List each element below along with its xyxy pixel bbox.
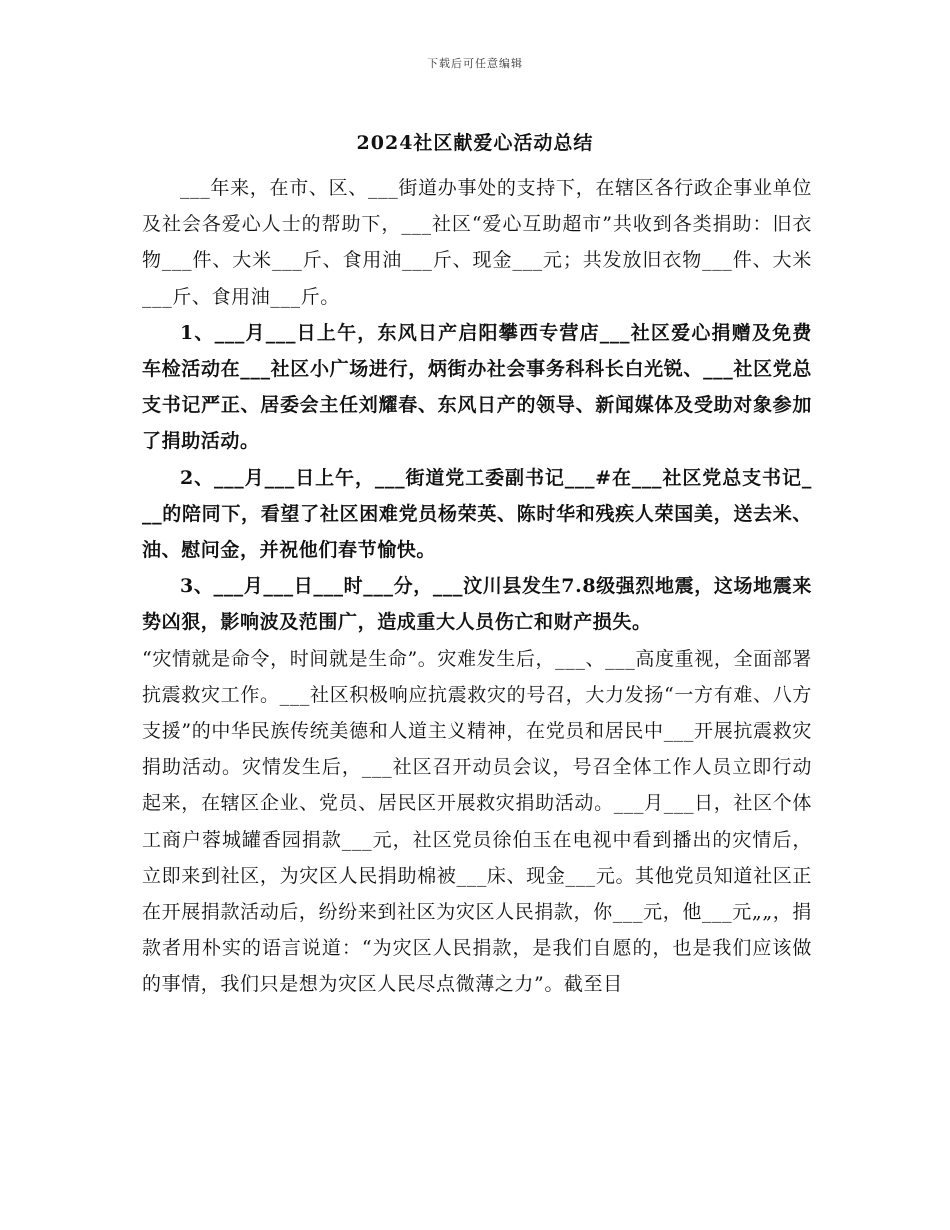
paragraph-intro: ___年来，在市、区、___街道办事处的支持下，在辖区各行政企事业单位及社会各爱心人士的帮助下，___社区“爱心互助超市”共收到各类捐助：旧衣物___件、大米___斤、食用油___斤、现金___元；共发放旧衣物___件、大米___斤、食用油___斤。 (142, 177, 812, 308)
header-note: 下载后可任意编辑 (427, 57, 523, 70)
document-title: 2024社区献爱心活动总结 (356, 132, 594, 154)
document-body (142, 170, 812, 1003)
paragraph-item-1: 1、___月___日上午，东风日产启阳攀西专营店___社区爱心捐赠及免费车检活动在___社区小广场进行，炳街办社会事务科科长白光锐、___社区党总支书记严正、居委会主任刘耀春、东风日产的领导、新闻媒体及受助对象参加了捐助活动。 (142, 321, 812, 453)
paragraph-earthquake-response: “灾情就是命令，时间就是生命”。灾难发生后，___、___高度重视，全面部署抗震救灾工作。___社区积极响应抗震救灾的号召，大力发扬“一方有难、八方支援”的中华民族传统美德和人道主义精神，在党员和居民中___开展抗震救灾捐助活动。灾情发生后，___社区召开动员会议，号召全体工作人员立即行动起来，在辖区企业、党员、居民区开展救灾捐助活动。___月___日，社区个体工商户蓉城罐香园捐款___元，社区党员徐伯玉在电视中看到播出的灾情后，立即来到社区，为灾区人民捐助棉被___床、现金___元。其他党员知道社区正在开展捐款活动后，纷纷来到社区为灾区人民捐款，你___元，他___元„„，捐款者用朴实的语言说道：“为灾区人民捐款，是我们自愿的，也是我们应该做的事情，我们只是想为灾区人民尽点微薄之力”。截至目 (142, 647, 812, 996)
paragraph-item-2: 2、___月___日上午，___街道党工委副书记___#在___社区党总支书记___的陪同下，看望了社区困难党员杨荣英、陈时华和残疾人荣国美，送去米、油、慰问金，并祝他们春节愉快。 (142, 466, 812, 562)
paragraph-item-3: 3、___月___日___时___分，___汶川县发生7.8级强烈地震，这场地震来势凶狠，影响波及范围广，造成重大人员伤亡和财产损失。 (142, 575, 812, 634)
